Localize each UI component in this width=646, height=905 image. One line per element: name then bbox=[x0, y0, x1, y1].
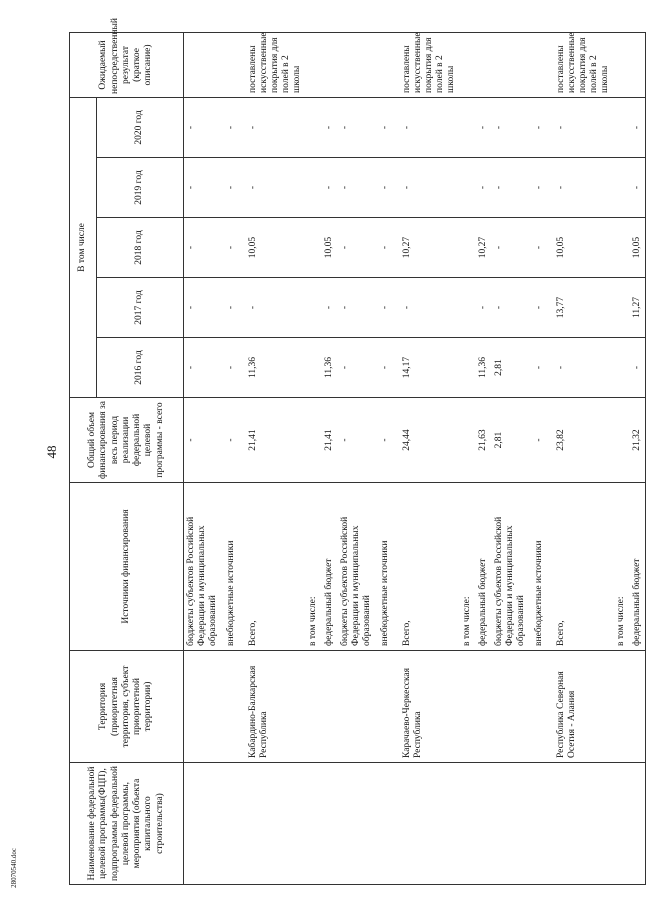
cell-territory bbox=[338, 651, 378, 763]
cell-program-name bbox=[322, 763, 338, 885]
cell-year-2018: - bbox=[532, 218, 554, 278]
cell-program-name bbox=[460, 763, 476, 885]
cell-year-2020: - bbox=[322, 97, 338, 157]
cell-result: поставлены искусственные покрытия для полей в 2 школы bbox=[554, 32, 614, 97]
cell-year-2017: - bbox=[476, 278, 492, 338]
cell-year-2020: - bbox=[400, 97, 460, 157]
cell-territory bbox=[614, 651, 630, 763]
cell-year-2016: 11,36 bbox=[322, 338, 338, 398]
header-program-name: Наименование федеральной целевой программы(ФЦП), подпрограммы федеральной целевой программы, мероприятия (объекта капитального строительства) bbox=[70, 763, 184, 885]
table-row bbox=[476, 32, 492, 884]
cell-result bbox=[184, 32, 224, 97]
cell-program-name bbox=[400, 763, 460, 885]
cell-total: 21,32 bbox=[630, 398, 646, 483]
cell-year-2017: - bbox=[492, 278, 532, 338]
cell-source: в том числе: bbox=[460, 483, 476, 651]
cell-year-2018: - bbox=[338, 218, 378, 278]
cell-program-name bbox=[492, 763, 532, 885]
cell-result bbox=[532, 32, 554, 97]
cell-year-2016: 14,17 bbox=[400, 338, 460, 398]
header-year-2020: 2020 год bbox=[97, 97, 184, 157]
cell-year-2018: - bbox=[224, 218, 246, 278]
cell-year-2019: - bbox=[338, 158, 378, 218]
cell-territory bbox=[306, 651, 322, 763]
cell-year-2018: 10,05 bbox=[554, 218, 614, 278]
cell-source: Всего, bbox=[400, 483, 460, 651]
cell-year-2016 bbox=[460, 338, 476, 398]
cell-year-2019 bbox=[306, 158, 322, 218]
cell-year-2016: 11,36 bbox=[476, 338, 492, 398]
cell-total bbox=[460, 398, 476, 483]
cell-source: бюджеты субъектов Российской Федерации и муниципальных образований bbox=[492, 483, 532, 651]
cell-result bbox=[614, 32, 630, 97]
cell-year-2019: - bbox=[322, 158, 338, 218]
cell-total bbox=[614, 398, 630, 483]
cell-year-2019: - bbox=[554, 158, 614, 218]
header-result: Ожидаемый непосредственный результат (краткое описание) bbox=[70, 32, 184, 97]
cell-source: внебюджетные источники bbox=[532, 483, 554, 651]
cell-program-name bbox=[246, 763, 306, 885]
cell-territory: Республика Северная Осетия - Алания bbox=[554, 651, 614, 763]
cell-source: Всего, bbox=[246, 483, 306, 651]
table-row bbox=[224, 32, 246, 884]
cell-total: 21,41 bbox=[246, 398, 306, 483]
table-row bbox=[532, 32, 554, 884]
cell-year-2018: 10,05 bbox=[322, 218, 338, 278]
cell-year-2020: - bbox=[224, 97, 246, 157]
cell-source: федеральный бюджет bbox=[476, 483, 492, 651]
cell-source: Всего, bbox=[554, 483, 614, 651]
table-row bbox=[630, 32, 646, 884]
cell-year-2018 bbox=[614, 218, 630, 278]
cell-year-2017: - bbox=[378, 278, 400, 338]
cell-year-2019: - bbox=[532, 158, 554, 218]
cell-year-2020: - bbox=[554, 97, 614, 157]
cell-year-2016: - bbox=[554, 338, 614, 398]
cell-year-2017: 11,27 bbox=[630, 278, 646, 338]
cell-total: 21,63 bbox=[476, 398, 492, 483]
cell-year-2016: - bbox=[224, 338, 246, 398]
cell-year-2017: - bbox=[532, 278, 554, 338]
cell-territory: Кабардино-Балкарская Республика bbox=[246, 651, 306, 763]
cell-year-2016: - bbox=[338, 338, 378, 398]
cell-year-2018: 10,27 bbox=[400, 218, 460, 278]
header-year-2017: 2017 год bbox=[97, 278, 184, 338]
cell-territory bbox=[476, 651, 492, 763]
table-row bbox=[460, 32, 476, 884]
cell-total: - bbox=[532, 398, 554, 483]
cell-year-2016: - bbox=[630, 338, 646, 398]
cell-total: - bbox=[338, 398, 378, 483]
cell-year-2018: 10,05 bbox=[246, 218, 306, 278]
cell-year-2020: - bbox=[532, 97, 554, 157]
cell-result bbox=[306, 32, 322, 97]
cell-year-2018 bbox=[306, 218, 322, 278]
cell-total: - bbox=[378, 398, 400, 483]
cell-program-name bbox=[476, 763, 492, 885]
header-total: Общий объем финансирования за весь период реализации федеральной целевой программы - всего bbox=[70, 398, 184, 483]
cell-year-2017: - bbox=[338, 278, 378, 338]
cell-result bbox=[476, 32, 492, 97]
cell-total: 24,44 bbox=[400, 398, 460, 483]
cell-result bbox=[378, 32, 400, 97]
table-row bbox=[322, 32, 338, 884]
cell-year-2019: - bbox=[476, 158, 492, 218]
cell-year-2020: - bbox=[492, 97, 532, 157]
cell-source: внебюджетные источники bbox=[378, 483, 400, 651]
table-row bbox=[306, 32, 322, 884]
cell-year-2019 bbox=[460, 158, 476, 218]
cell-year-2018: - bbox=[492, 218, 532, 278]
table-row bbox=[184, 32, 224, 884]
cell-program-name bbox=[532, 763, 554, 885]
cell-source: федеральный бюджет bbox=[322, 483, 338, 651]
cell-program-name bbox=[614, 763, 630, 885]
header-year-2019: 2019 год bbox=[97, 158, 184, 218]
cell-year-2018: - bbox=[184, 218, 224, 278]
cell-source: внебюджетные источники bbox=[224, 483, 246, 651]
cell-year-2019: - bbox=[184, 158, 224, 218]
cell-year-2017: - bbox=[184, 278, 224, 338]
cell-year-2020: - bbox=[184, 97, 224, 157]
cell-territory: Карачаево-Черкесская Республика bbox=[400, 651, 460, 763]
table-row bbox=[338, 32, 378, 884]
cell-year-2017: - bbox=[322, 278, 338, 338]
cell-year-2017 bbox=[614, 278, 630, 338]
page-number: 48 bbox=[44, 445, 59, 459]
cell-source: бюджеты субъектов Российской Федерации и муниципальных образований bbox=[184, 483, 224, 651]
cell-program-name bbox=[338, 763, 378, 885]
header-sources: Источники финансирования bbox=[70, 483, 184, 651]
cell-year-2019: - bbox=[630, 158, 646, 218]
cell-year-2016: 2,81 bbox=[492, 338, 532, 398]
cell-result bbox=[492, 32, 532, 97]
cell-total: 21,41 bbox=[322, 398, 338, 483]
financing-table bbox=[69, 18, 646, 885]
cell-territory bbox=[184, 651, 224, 763]
cell-year-2018 bbox=[460, 218, 476, 278]
cell-year-2016: - bbox=[184, 338, 224, 398]
header-territory: Территория (приоритетная территория, субъект приоритетной территории) bbox=[70, 651, 184, 763]
cell-year-2019: - bbox=[378, 158, 400, 218]
cell-territory bbox=[224, 651, 246, 763]
cell-year-2018: - bbox=[378, 218, 400, 278]
cell-year-2017: 13,77 bbox=[554, 278, 614, 338]
cell-program-name bbox=[554, 763, 614, 885]
cell-year-2019: - bbox=[224, 158, 246, 218]
cell-source: федеральный бюджет bbox=[630, 483, 646, 651]
table-row bbox=[614, 32, 630, 884]
cell-territory bbox=[460, 651, 476, 763]
header-in-that-number: В том числе bbox=[70, 97, 97, 397]
table-row bbox=[554, 32, 614, 884]
cell-result: поставлены искусственные покрытия для полей в 2 школы bbox=[246, 32, 306, 97]
cell-year-2020: - bbox=[630, 97, 646, 157]
cell-territory bbox=[322, 651, 338, 763]
cell-year-2019: - bbox=[246, 158, 306, 218]
cell-territory bbox=[492, 651, 532, 763]
table-row bbox=[400, 32, 460, 884]
cell-year-2017: - bbox=[400, 278, 460, 338]
table-row bbox=[492, 32, 532, 884]
cell-total: - bbox=[224, 398, 246, 483]
cell-year-2017 bbox=[306, 278, 322, 338]
cell-year-2020: - bbox=[246, 97, 306, 157]
cell-result bbox=[338, 32, 378, 97]
cell-result bbox=[322, 32, 338, 97]
cell-year-2017: - bbox=[246, 278, 306, 338]
cell-year-2016 bbox=[614, 338, 630, 398]
header-year-2016: 2016 год bbox=[97, 338, 184, 398]
cell-year-2020: - bbox=[476, 97, 492, 157]
cell-total bbox=[306, 398, 322, 483]
cell-year-2018: 10,05 bbox=[630, 218, 646, 278]
header-year-2018: 2018 год bbox=[97, 218, 184, 278]
cell-program-name bbox=[184, 763, 224, 885]
table-row bbox=[246, 32, 306, 884]
cell-year-2020 bbox=[614, 97, 630, 157]
cell-year-2018: 10,27 bbox=[476, 218, 492, 278]
cell-year-2019 bbox=[614, 158, 630, 218]
cell-result bbox=[224, 32, 246, 97]
cell-source: в том числе: bbox=[614, 483, 630, 651]
cell-year-2016: - bbox=[532, 338, 554, 398]
cell-year-2020 bbox=[306, 97, 322, 157]
cell-result bbox=[460, 32, 476, 97]
cell-program-name bbox=[378, 763, 400, 885]
cell-territory bbox=[532, 651, 554, 763]
cell-program-name bbox=[306, 763, 322, 885]
cell-source: в том числе: bbox=[306, 483, 322, 651]
cell-total: 2,81 bbox=[492, 398, 532, 483]
cell-total: 23,82 bbox=[554, 398, 614, 483]
cell-program-name bbox=[630, 763, 646, 885]
cell-result: поставлены искусственные покрытия для полей в 2 школы bbox=[400, 32, 460, 97]
cell-result bbox=[630, 32, 646, 97]
cell-source: бюджеты субъектов Российской Федерации и муниципальных образований bbox=[338, 483, 378, 651]
cell-year-2017 bbox=[460, 278, 476, 338]
cell-year-2020: - bbox=[338, 97, 378, 157]
cell-year-2016 bbox=[306, 338, 322, 398]
file-id: 28070540.doc bbox=[10, 848, 18, 888]
table-body bbox=[184, 32, 646, 884]
cell-year-2020 bbox=[460, 97, 476, 157]
cell-year-2019: - bbox=[400, 158, 460, 218]
cell-territory bbox=[378, 651, 400, 763]
cell-total: - bbox=[184, 398, 224, 483]
cell-year-2020: - bbox=[378, 97, 400, 157]
cell-year-2016: 11,36 bbox=[246, 338, 306, 398]
rotated-table-container bbox=[69, 18, 642, 885]
table-row bbox=[378, 32, 400, 884]
cell-territory bbox=[630, 651, 646, 763]
cell-year-2016: - bbox=[378, 338, 400, 398]
cell-program-name bbox=[224, 763, 246, 885]
cell-year-2017: - bbox=[224, 278, 246, 338]
cell-year-2019: - bbox=[492, 158, 532, 218]
